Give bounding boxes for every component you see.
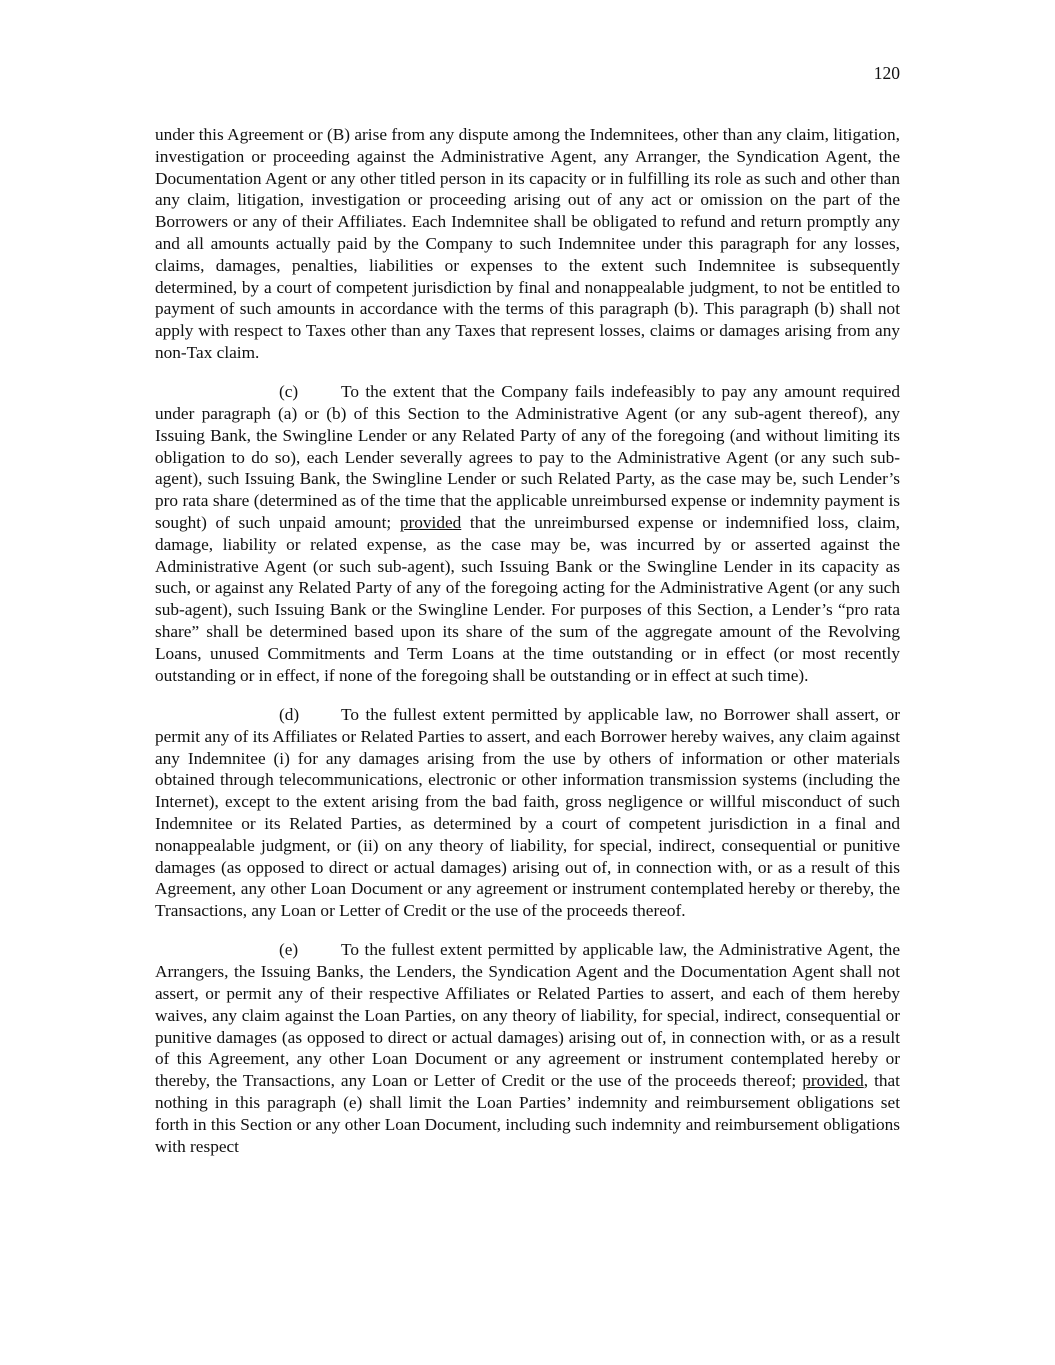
- paragraph-text: To the fullest extent permitted by applicable law, no Borrower shall assert, or permit any of its Affiliates or Related Parties to assert, and each Borrower hereby waives, any claim against any Indemnitee (i) for any damages arising from the use by others of information or other materials obtained through telecommunications, electronic or other information transmission systems (including the Internet), except to the extent arising from the bad faith, gross negligence or willful misconduct of such Indemnitee or its Related Parties, as determined by a court of competent jurisdiction in a final and nonappealable judgment, or (ii) on any theory of liability, for special, indirect, consequential or punitive damages (as opposed to direct or actual damages) arising out of, in connection with, or as a result of this Agreement, any other Loan Document or any agreement or instrument contemplated hereby or thereby, the Transactions, any Loan or Letter of Credit or the use of the proceeds thereof.: [155, 704, 900, 921]
- paragraph-label: (c): [279, 382, 299, 402]
- paragraph-label: (d): [279, 704, 300, 724]
- document-body: [155, 124, 900, 1175]
- paragraph-e: [155, 939, 900, 1157]
- provided-underlined: provided: [399, 513, 462, 533]
- paragraph-text: that the unreimbursed expense or indemnified loss, claim, damage, liability or related expense, as the case may be, was incurred by or asserted against the Administrative Agent (or such sub-agent), such Issuing Bank or the Swingline Lender in its capacity as such, or against any Related Party of any of the foregoing acting for the Administrative Agent (or any such sub-agent), such Issuing Bank or the Swingline Lender. For purposes of this Section, a Lender’s “pro rata share” shall be determined based upon its share of the sum of the aggregate amount of the Revolving Loans, unused Commitments and Term Loans at the time outstanding or in effect (or most recently outstanding or in effect, if none of the foregoing shall be outstanding or in effect at such time).: [155, 513, 900, 685]
- page-number: 120: [873, 63, 900, 83]
- paragraph-d: [155, 704, 900, 922]
- paragraph-label: (e): [279, 940, 299, 960]
- paragraph-text: To the fullest extent permitted by applicable law, the Administrative Agent, the Arrangers, the Issuing Banks, the Lenders, the Syndication Agent and the Documentation Agent shall not assert, or permit any of their respective Affiliates or Related Parties to assert, and each of them hereby waives, any claim against the Loan Parties, on any theory of liability, for special, indirect, consequential or punitive damages (as opposed to direct or actual damages) arising out of, in connection with, or as a result of this Agreement, any other Loan Document or any agreement or instrument contemplated hereby or thereby, the Transactions, any Loan or Letter of Credit or the use of the proceeds thereof;: [155, 940, 900, 1091]
- paragraph-text: To the extent that the Company fails indefeasibly to pay any amount required under paragraph (a) or (b) of this Section to the Administrative Agent (or any sub-agent thereof), any Issuing Bank, the Swingline Lender or any Related Party of any of the foregoing (and without limiting its obligation to do so), each Lender severally agrees to pay to the Administrative Agent (or any such sub-agent), such Issuing Bank, the Swingline Lender or such Related Party, as the case may be, such Lender’s pro rata share (determined as of the time that the applicable unreimbursed expense or indemnity payment is sought) of such unpaid amount;: [155, 382, 900, 533]
- paragraph-text: , that nothing in this paragraph (e) shall limit the Loan Parties’ indemnity and reimbursement obligations set forth in this Section or any other Loan Document, including such indemnity and reimbursement obligations with respect: [155, 1071, 900, 1156]
- paragraph-c: [155, 381, 900, 686]
- paragraph-b-continuation: under this Agreement or (B) arise from any dispute among the Indemnitees, other than any claim, litigation, investigation or proceeding against the Administrative Agent, any Arranger, the Syndication Agent, the Documentation Agent or any other titled person in its capacity or in fulfilling its role as such and other than any claim, litigation, investigation or proceeding arising out of any act or omission on the part of the Borrowers or any of their Affiliates. Each Indemnitee shall be obligated to refund and return promptly any and all amounts actually paid by the Company to such Indemnitee under this paragraph for any losses, claims, damages, penalties, liabilities or expenses to the extent such Indemnitee is subsequently determined, by a court of competent jurisdiction by final and nonappealable judgment, to not be entitled to payment of such amounts in accordance with the terms of this paragraph (b). This paragraph (b) shall not apply with respect to Taxes other than any Taxes that represent losses, claims or damages arising from any non-Tax claim.: [155, 125, 900, 362]
- provided-underlined: provided: [802, 1071, 864, 1091]
